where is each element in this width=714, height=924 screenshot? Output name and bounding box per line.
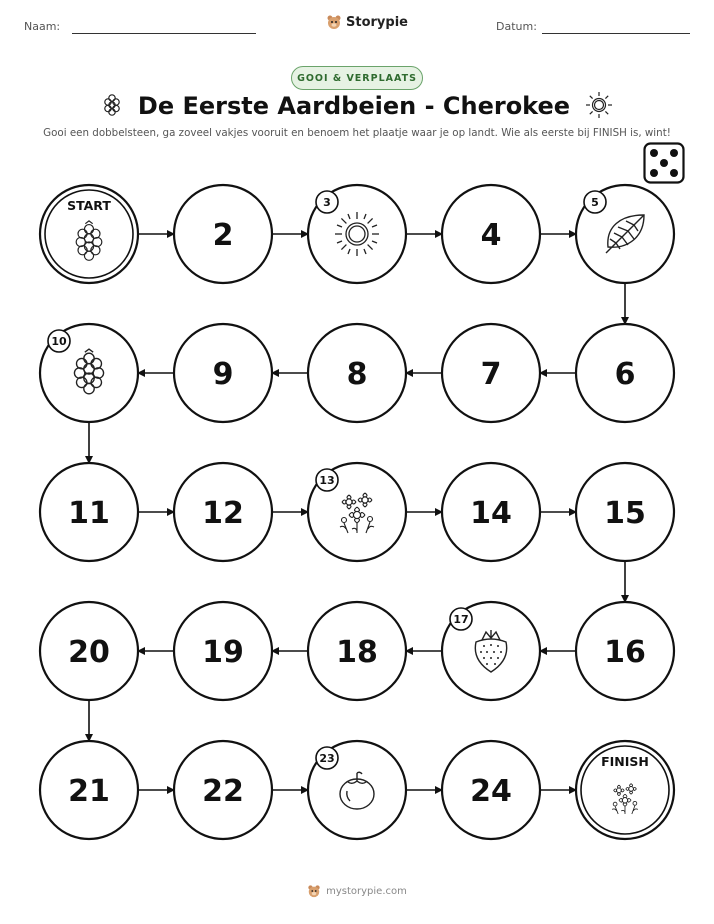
footer-url: mystorypie.com (326, 885, 407, 897)
space-number: 15 (604, 496, 646, 531)
board-space (174, 463, 272, 561)
space-number: 21 (68, 774, 110, 809)
space-number: 10 (51, 335, 67, 348)
board-space (308, 185, 406, 283)
board-space (174, 602, 272, 700)
board-space (576, 324, 674, 422)
space-number: 24 (470, 774, 512, 809)
space-number: 13 (319, 474, 335, 487)
board-space (308, 741, 406, 839)
space-number: 18 (336, 635, 378, 670)
board-space (40, 741, 138, 839)
title-text: De Eerste Aardbeien - Cherokee (137, 92, 571, 120)
footer (0, 884, 714, 898)
finish-space (576, 741, 674, 839)
date-label: Datum: (496, 20, 537, 33)
space-number: 16 (604, 635, 646, 670)
board-space (442, 602, 540, 700)
board-space (442, 185, 540, 283)
board-space (576, 602, 674, 700)
board-space (174, 324, 272, 422)
board-space (442, 324, 540, 422)
board-space (174, 741, 272, 839)
board-space (40, 324, 138, 422)
board-space (308, 602, 406, 700)
brand-name: Storypie (346, 14, 408, 30)
space-number: 20 (68, 635, 110, 670)
space-number: 7 (480, 357, 502, 392)
space-number: 2 (212, 218, 234, 253)
instructions-text: Gooi een dobbelsteen, ga zoveel vakjes vooruit en benoem het plaatje waar je op landt. Wie als eerste bij FINISH is, wint! (43, 127, 671, 139)
board-space (576, 463, 674, 561)
space-number: 17 (453, 613, 469, 626)
board-space (442, 741, 540, 839)
game-type-badge: GOOI & VERPLAATS (291, 66, 423, 90)
board-space (576, 185, 674, 283)
board-space (442, 463, 540, 561)
board-space (308, 463, 406, 561)
finish-label: FINISH (601, 754, 649, 769)
space-number: 6 (614, 357, 636, 392)
name-label: Naam: (24, 20, 61, 33)
space-number: 3 (323, 196, 331, 209)
space-number: 8 (346, 357, 368, 392)
board-space (40, 463, 138, 561)
start-label: START (67, 198, 111, 213)
board-space (174, 185, 272, 283)
bear-logo-icon (307, 884, 321, 898)
board-space (308, 324, 406, 422)
space-number: 11 (68, 496, 110, 531)
space-number: 14 (470, 496, 512, 531)
board-space (40, 602, 138, 700)
space-number: 22 (202, 774, 244, 809)
space-number: 12 (202, 496, 244, 531)
space-number: 5 (591, 196, 599, 209)
start-space (40, 185, 138, 283)
space-number: 23 (319, 752, 335, 765)
space-number: 4 (480, 218, 502, 253)
space-number: 9 (212, 357, 234, 392)
space-number: 19 (202, 635, 244, 670)
